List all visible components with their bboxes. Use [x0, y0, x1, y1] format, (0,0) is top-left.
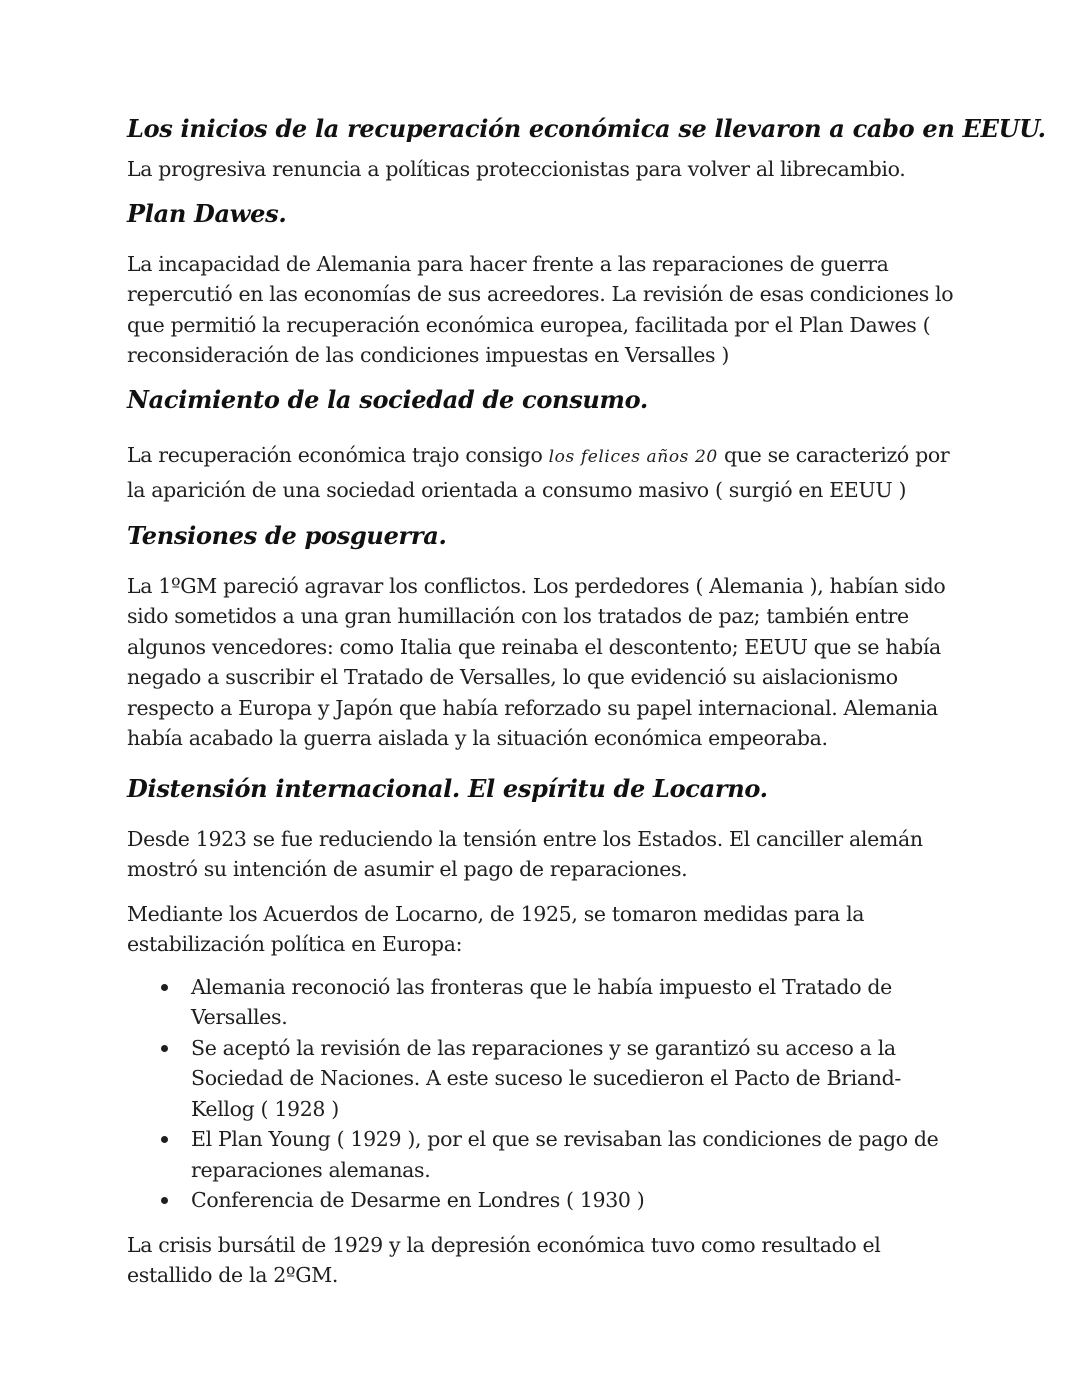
- paragraph-crisis-1929: La crisis bursátil de 1929 y la depresión económica tuvo como resultado el estallido de la 2ºGM.: [127, 1232, 881, 1287]
- paragraph-plan-dawes: La incapacidad de Alemania para hacer frente a las reparaciones de guerra repercutió en las economías de sus acreedores. La revisión de esas condiciones lo que permitió la recuperación económica europea, facilitada por el Plan Dawes ( reconsideración de las condiciones impuestas en Versalles ): [127, 251, 954, 367]
- text-run: La recuperación económica trajo consigo: [127, 442, 549, 467]
- list-item: [191, 972, 957, 1033]
- list-item-text: Conferencia de Desarme en Londres ( 1930 ): [191, 1188, 645, 1212]
- emphasis-felices-anos: los felices años 20: [548, 446, 718, 467]
- heading-plan-dawes: Plan Dawes.: [127, 198, 287, 228]
- list-item: [191, 1185, 957, 1216]
- paragraph-sociedad-consumo: [127, 439, 957, 507]
- paragraph-desde-1923: Desde 1923 se fue reduciendo la tensión entre los Estados. El canciller alemán mostró su intención de asumir el pago de reparaciones.: [127, 826, 923, 881]
- document-page: [127, 104, 1046, 1291]
- heading-sociedad-consumo: Nacimiento de la sociedad de consumo.: [127, 384, 648, 414]
- list-item: [191, 1124, 957, 1185]
- list-item-text: Alemania reconoció las fronteras que le había impuesto el Tratado de Versalles.: [191, 974, 892, 1029]
- bullet-icon: [161, 1197, 168, 1204]
- bullet-icon: [161, 984, 168, 991]
- heading-distension-locarno: Distensión internacional. El espíritu de Locarno.: [127, 773, 768, 803]
- paragraph-acuerdos-locarno: Mediante los Acuerdos de Locarno, de 1925, se tomaron medidas para la estabilización política en Europa:: [127, 901, 865, 956]
- bullet-icon: [161, 1045, 168, 1052]
- list-item-text: El Plan Young ( 1929 ), por el que se revisaban las condiciones de pago de reparaciones alemanas.: [191, 1127, 939, 1182]
- paragraph-tensiones: La 1ºGM pareció agravar los conflictos. Los perdedores ( Alemania ), habían sido sido sometidos a una gran humillación con los tratados de paz; también entre algunos vencedores: como Italia que reinaba el descontento; EEUU que se había negado a suscribir el Tratado de Versalles, lo que evidenció su aislacionismo respecto a Europa y Japón que había reforzado su papel internacional. Alemania había acabado la guerra aislada y la situación económica empeoraba.: [127, 573, 946, 750]
- paragraph-librecambio: La progresiva renuncia a políticas proteccionistas para volver al librecambio.: [127, 157, 906, 181]
- list-item-text: Se aceptó la revisión de las reparaciones y se garantizó su acceso a la Sociedad de Naciones. A este suceso le sucedieron el Pacto de Briand-Kellog ( 1928 ): [191, 1035, 901, 1121]
- text-run: que se caracterizó por la aparición de una sociedad orientada a consumo masivo ( surgió en EEUU ): [127, 442, 950, 502]
- bullet-list-acuerdos: [127, 972, 957, 1216]
- heading-tensiones-posguerra: Tensiones de posguerra.: [127, 520, 447, 550]
- list-item: [191, 1033, 957, 1125]
- bullet-icon: [161, 1136, 168, 1143]
- heading-recuperacion: Los inicios de la recuperación económica se llevaron a cabo en EEUU.: [127, 114, 1046, 143]
